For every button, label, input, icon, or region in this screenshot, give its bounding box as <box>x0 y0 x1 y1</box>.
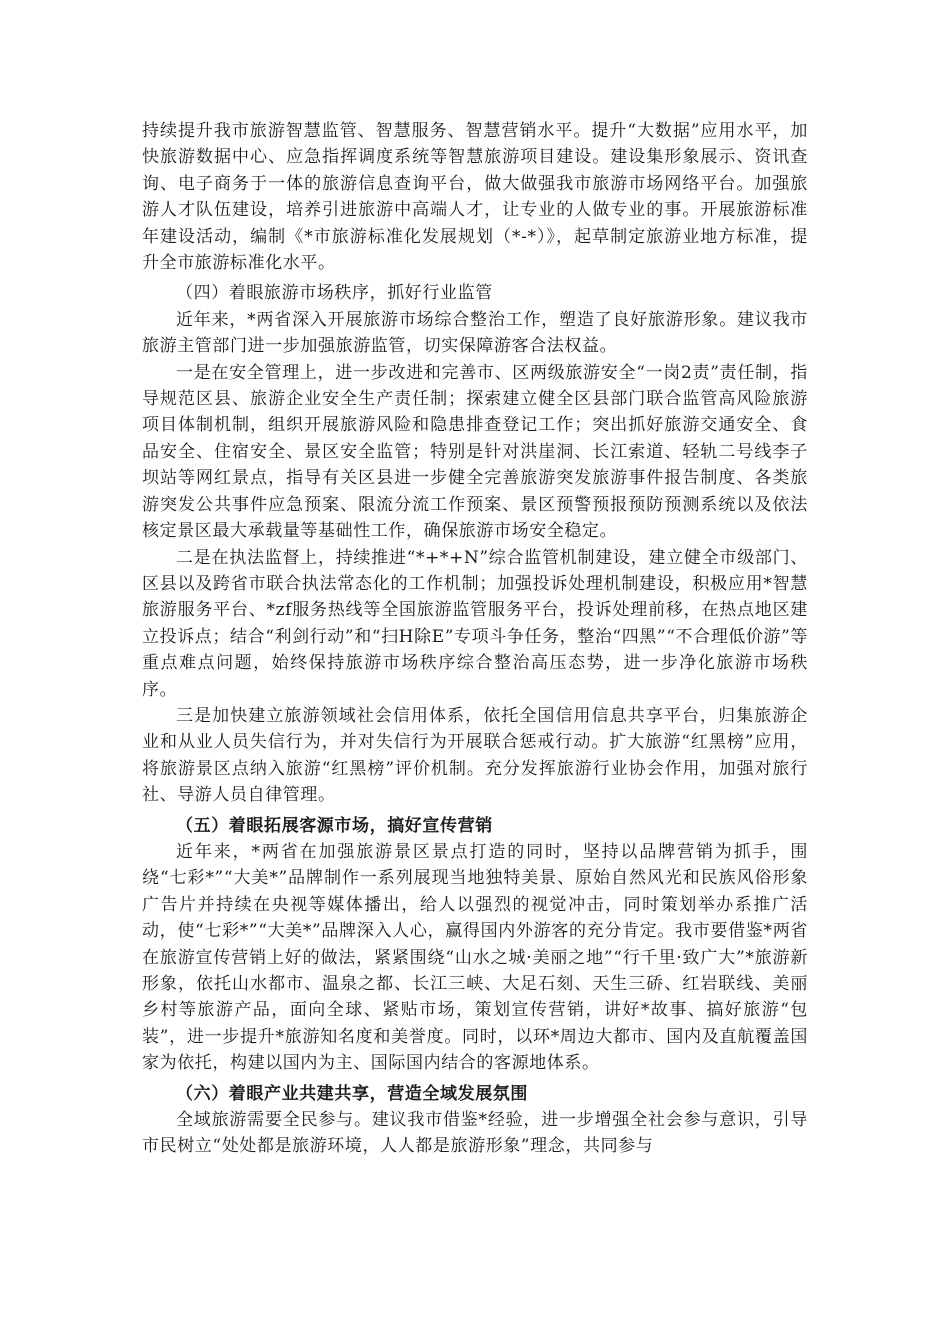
paragraph-market-rectification: 近年来，*两省深入开展旅游市场综合整治工作，塑造了良好旅游形象。建议我市旅游主管部门进一步加强旅游监管，切实保障游客合法权益。 <box>142 309 808 357</box>
section-heading-4: （四）着眼旅游市场秩序，抓好行业监管 <box>176 283 493 304</box>
section-heading-5: （五）着眼拓展客源市场，搞好宣传营销 <box>176 815 493 836</box>
paragraph-public-participation: 全域旅游需要全民参与。建议我市借鉴*经验，进一步增强全社会参与意识，引导市民树立“处处都是旅游环境，人人都是旅游形象”理念，共同参与 <box>142 1110 808 1157</box>
paragraph-credit-system: 三是加快建立旅游领域社会信用体系，依托全国信用信息共享平台，归集旅游企业和从业人员失信行为，并对失信行为开展联合惩戒行动。扩大旅游“红黑榜”应用，将旅游景区点纳入旅游“红黑榜”评价机制。充分发挥旅游行业协会作用，加强对旅行社、导游人员自律管理。 <box>142 705 808 806</box>
paragraph-law-enforcement: 二是在执法监督上，持续推进“*+*+N”综合监管机制建设，建立健全市级部门、区县以及跨省市联合执法常态化的工作机制；加强投诉处理机制建设，积极应用*智慧旅游服务平台、*zf服务热线等全国旅游监管服务平台，投诉处理前移，在热点地区建立投诉点；结合“利剑行动”和“扫H除E”专项斗争任务，整治“四黑”“不合理低价游”等重点难点问题，始终保持旅游市场秩序综合整治高压态势，进一步净化旅游市场秩序。 <box>142 547 808 700</box>
section-heading-6: （六）着眼产业共建共享，营造全域发展氛围 <box>176 1083 528 1104</box>
paragraph-safety-management: 一是在安全管理上，进一步改进和完善市、区两级旅游安全“一岗2责”责任制，指导规范区县、旅游企业安全生产责任制；探索建立健全区县部门联合监管高风险旅游项目体制机制，组织开展旅游风险和隐患排查登记工作；突出抓好旅游交通安全、食品安全、住宿安全、景区安全监管；特别是针对洪崖洞、长江索道、轻轨二号线李子坝站等网红景点，指导有关区县进一步健全完善旅游突发旅游事件报告制度、各类旅游突发公共事件应急预案、限流分流工作预案、景区预警预报预防预测系统以及依法核定景区最大承载量等基础性工作，确保旅游市场安全稳定。 <box>142 362 808 542</box>
paragraph-smart-tourism: 持续提升我市旅游智慧监管、智慧服务、智慧营销水平。提升“大数据”应用水平，加快旅游数据中心、应急指挥调度系统等智慧旅游项目建设。建设集形象展示、资讯查询、电子商务于一体的旅游信息查询平台，做大做强我市旅游市场网络平台。加强旅游人才队伍建设，培养引进旅游中高端人才，让专业的人做专业的事。开展旅游标准年建设活动，编制《*市旅游标准化发展规划（*-*）》，起草制定旅游业地方标准，提升全市旅游标准化水平。 <box>142 121 808 274</box>
paragraph-brand-marketing: 近年来，*两省在加强旅游景区景点打造的同时，坚持以品牌营销为抓手，围绕“七彩*”“大美*”品牌制作一系列展现当地独特美景、原始自然风光和民族风俗形象广告片并持续在央视等媒体播出，给人以强烈的视觉冲击，同时策划举办系推广活动，使“七彩*”“大美*”品牌深入人心，赢得国内外游客的充分肯定。我市要借鉴*两省在旅游宣传营销上好的做法，紧紧围绕“山水之城·美丽之地”“行千里·致广大”*旅游新形象，依托山水都市、温泉之都、长江三峡、大足石刻、天生三硚、红岩联线、美丽乡村等旅游产品，面向全球、紧贴市场，策划宣传营销，讲好*故事、搞好旅游“包装”，进一步提升*旅游知名度和美誉度。同时，以环*周边大都市、国内及直航覆盖国家为依托，构建以国内为主、国际国内结合的客源地体系。 <box>142 841 808 1074</box>
document-page <box>142 118 808 1160</box>
